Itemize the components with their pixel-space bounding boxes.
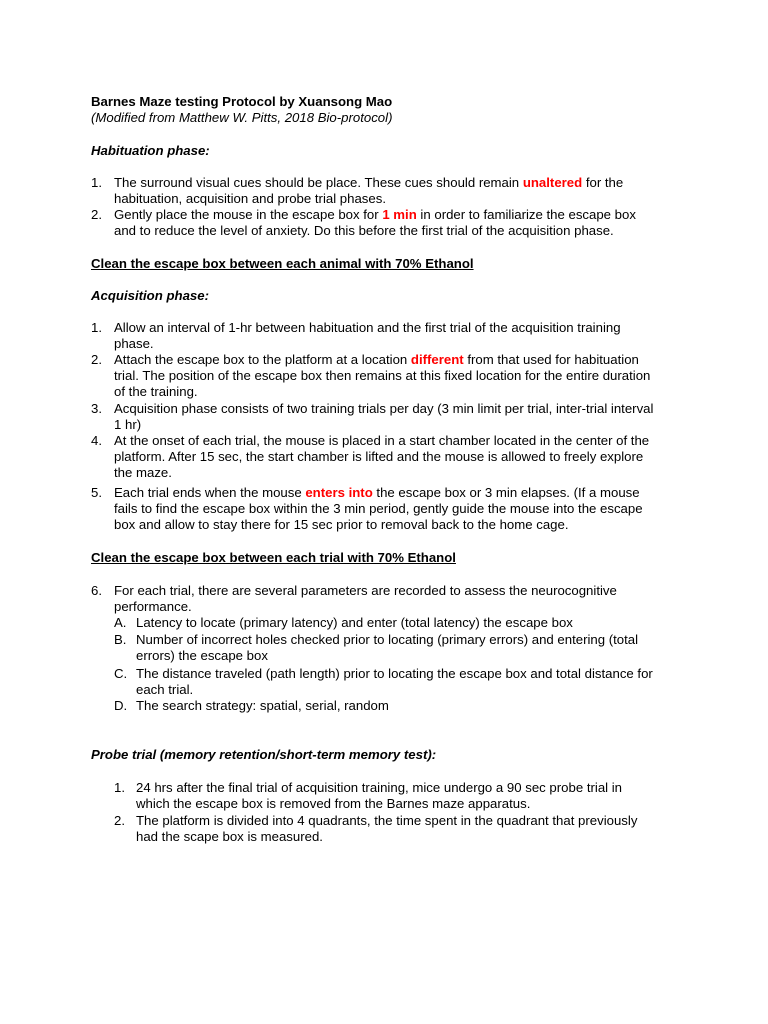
highlight-enters-into: enters into xyxy=(305,485,373,500)
habituation-item-2-line-1 xyxy=(114,207,636,223)
text-segment: from that used for habituation xyxy=(463,352,639,367)
highlight-unaltered: unaltered xyxy=(522,175,583,190)
subitem-a-letter: A. xyxy=(114,615,127,630)
acquisition-item-1-line-1: Allow an interval of 1-hr between habituation and the first trial of the acquisition training xyxy=(114,320,621,335)
acquisition-item-4-line-1: At the onset of each trial, the mouse is placed in a start chamber located in the center of the xyxy=(114,433,650,448)
subitem-a-line-1: Latency to locate (primary latency) and enter (total latency) the escape box xyxy=(136,615,573,630)
acquisition-item-3-line-1: Acquisition phase consists of two training trials per day (3 min limit per trial, inter-trial interval xyxy=(114,401,654,416)
acquisition-heading: Acquisition phase: xyxy=(91,288,209,303)
probe-item-2-number: 2. xyxy=(114,813,125,828)
text-segment: Attach the escape box to the platform at a location xyxy=(114,352,411,367)
text-segment: Each trial ends when the mouse xyxy=(114,485,306,500)
acquisition-item-4-number: 4. xyxy=(91,433,102,448)
habituation-item-2-number: 2. xyxy=(91,207,102,222)
acquisition-item-4-line-2: platform. After 15 sec, the start chamber is lifted and the mouse is allowed to freely explore xyxy=(114,449,644,464)
habituation-heading: Habituation phase: xyxy=(91,143,210,158)
habituation-item-1-number: 1. xyxy=(91,175,102,190)
text-segment: in order to familiarize the escape box xyxy=(416,207,636,222)
acquisition-item-3-line-2: 1 hr) xyxy=(114,417,142,432)
probe-item-1-number: 1. xyxy=(114,780,125,795)
clean-instruction-animal: Clean the escape box between each animal with 70% Ethanol xyxy=(91,256,474,271)
subitem-c-line-2: each trial. xyxy=(136,682,194,697)
acquisition-item-5-line-2: fails to find the escape box within the 3 min period, gently guide the mouse into the escape xyxy=(114,501,643,516)
probe-item-2-line-1: The platform is divided into 4 quadrants, the time spent in the quadrant that previously xyxy=(136,813,638,828)
acquisition-item-2-number: 2. xyxy=(91,352,102,367)
acquisition-item-2-line-3: of the training. xyxy=(114,384,198,399)
text-segment: The surround visual cues should be place. These cues should remain xyxy=(114,175,523,190)
item-6-line-1: For each trial, there are several parameters are recorded to assess the neurocognitive xyxy=(114,583,617,598)
acquisition-item-3-number: 3. xyxy=(91,401,102,416)
acquisition-item-5-line-3: box and allow to stay there for 15 sec prior to removal back to the home cage. xyxy=(114,517,569,532)
acquisition-item-2-line-1 xyxy=(114,352,639,368)
text-segment: Gently place the mouse in the escape box for xyxy=(114,207,383,222)
acquisition-item-5-line-1 xyxy=(114,485,640,501)
acquisition-item-1-line-2: phase. xyxy=(114,336,154,351)
acquisition-item-5-number: 5. xyxy=(91,485,102,500)
item-6-number: 6. xyxy=(91,583,102,598)
acquisition-item-4-line-3: the maze. xyxy=(114,465,172,480)
habituation-item-1-line-2: habituation, acquisition and probe trial phases. xyxy=(114,191,386,206)
clean-instruction-trial: Clean the escape box between each trial with 70% Ethanol xyxy=(91,550,456,565)
subitem-d-line-1: The search strategy: spatial, serial, random xyxy=(136,698,389,713)
item-6-line-2: performance. xyxy=(114,599,192,614)
subitem-c-letter: C. xyxy=(114,666,128,681)
acquisition-item-1-number: 1. xyxy=(91,320,102,335)
habituation-item-2-line-2: and to reduce the level of anxiety. Do this before the first trial of the acquisition phase. xyxy=(114,223,614,238)
highlight-1-min: 1 min xyxy=(382,207,417,222)
subitem-c-line-1: The distance traveled (path length) prior to locating the escape box and total distance for xyxy=(136,666,653,681)
acquisition-item-2-line-2: trial. The position of the escape box then remains at this fixed location for the entire duration xyxy=(114,368,651,383)
text-segment: the escape box or 3 min elapses. (If a mouse xyxy=(372,485,640,500)
document-subtitle: (Modified from Matthew W. Pitts, 2018 Bio-protocol) xyxy=(91,110,393,125)
subitem-b-line-1: Number of incorrect holes checked prior to locating (primary errors) and entering (total xyxy=(136,632,639,647)
probe-item-1-line-1: 24 hrs after the final trial of acquisition training, mice undergo a 90 sec probe trial in xyxy=(136,780,623,795)
subitem-b-line-2: errors) the escape box xyxy=(136,648,268,663)
probe-heading: Probe trial (memory retention/short-term memory test): xyxy=(91,747,437,762)
habituation-item-1-line-1 xyxy=(114,175,623,191)
document-title: Barnes Maze testing Protocol by Xuansong Mao xyxy=(91,94,393,109)
subitem-b-letter: B. xyxy=(114,632,127,647)
probe-item-2-line-2: had the scape box is measured. xyxy=(136,829,323,844)
highlight-different: different xyxy=(410,352,464,367)
subitem-d-letter: D. xyxy=(114,698,128,713)
probe-item-1-line-2: which the escape box is removed from the Barnes maze apparatus. xyxy=(136,796,531,811)
text-segment: for the xyxy=(582,175,624,190)
